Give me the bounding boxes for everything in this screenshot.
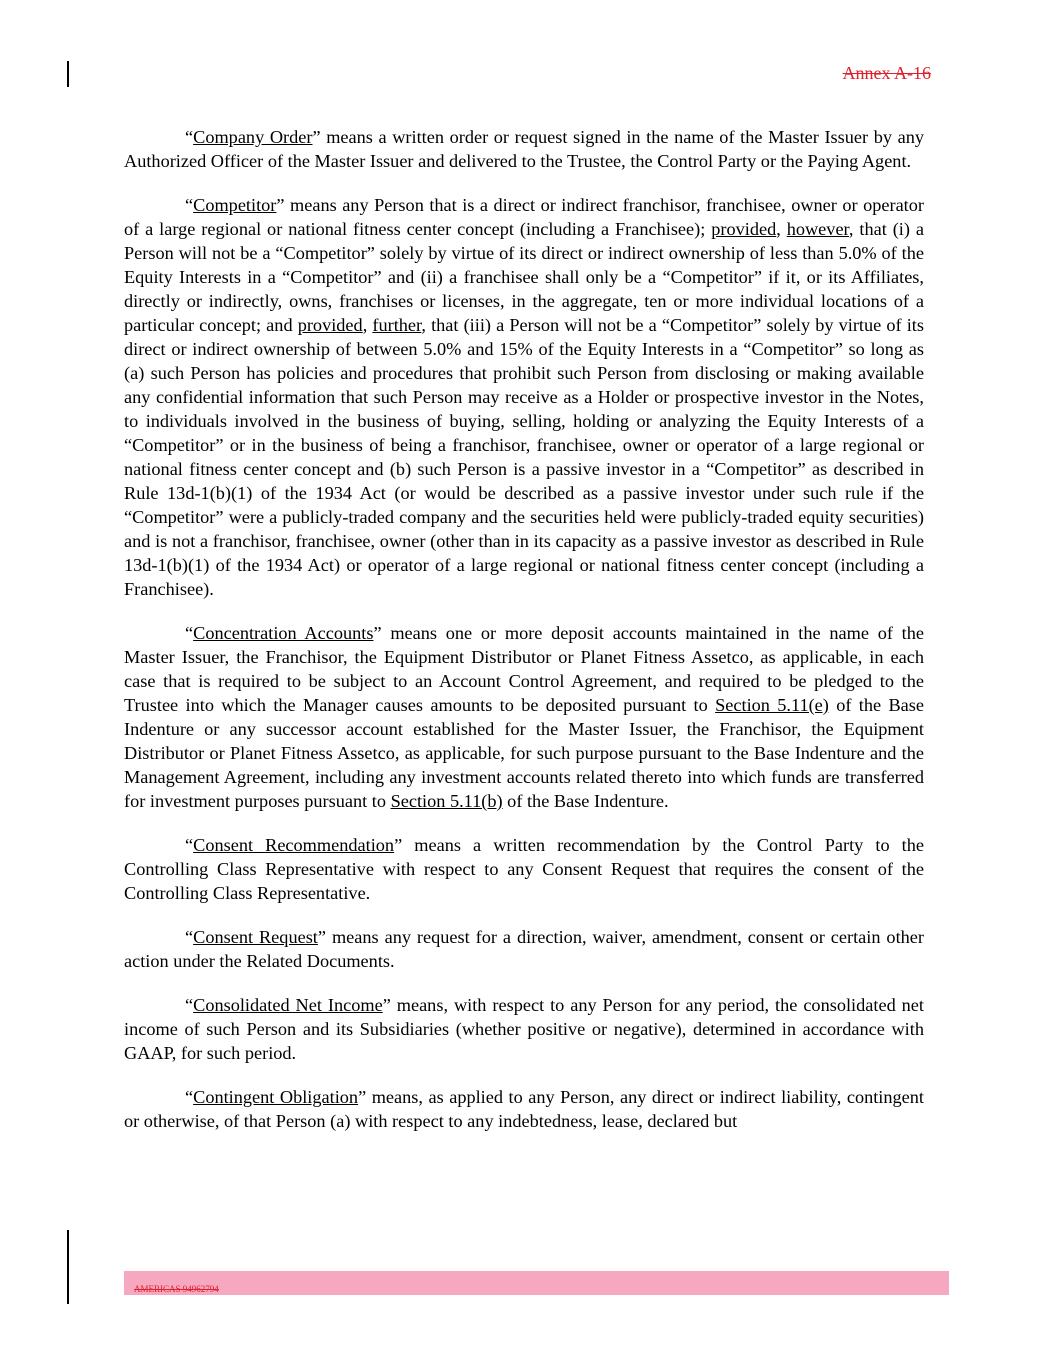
annex-label: Annex A-16 [842,63,931,83]
proviso-term: further [372,315,422,335]
definition-text: , that (iii) a Person will not be a “Competitor” solely by virtue of its direct or indirect ownership of between 5.0% and 15% of the Equity Interests in a “Competitor” so long as (a) such Person has policies and procedures that prohibit such Person from disclosing or making available any confidential information that such Person may receive as a Holder or prospective investor in the Notes, to individuals involved in the business of buying, selling, holding or analyzing the Equity Interests of a “Competitor” or in the business of being a franchisor, franchisee, owner or operator of a large regional or national fitness center concept and (b) such Person is a passive investor in a “Competitor” as described in Rule 13d-1(b)(1) of the 1934 Act (or would be described as a passive investor under such rule if the “Competitor” were a publicly-traded company and the securities held were publicly-traded equity securities) and is not a franchisor, franchisee, owner (other than in its capacity as a passive investor as described in Rule 13d-1(b)(1) of the 1934 Act) or operator of a large regional or national fitness center concept (including a Franchisee). [124,315,924,599]
footer-doc-code: AMERICAS 94962794 [134,1284,219,1294]
proviso-term: provided [711,219,777,239]
defined-term: Consent Recommendation [193,835,395,855]
defined-term: Company Order [193,127,313,147]
proviso-term: however [786,219,849,239]
defined-term: Contingent Obligation [193,1087,359,1107]
defined-term: Consent Request [193,927,318,947]
defined-term: Competitor [193,195,277,215]
proviso-term: provided [297,315,363,335]
change-bar-top [67,61,69,87]
defined-term: Consolidated Net Income [193,995,383,1015]
definition-text: ” means, as applied to any Person, any direct or indirect liability, contingent or otherwise, of that Person (a) with respect to any indebtedness, lease, declared but [124,1087,924,1131]
definition-text: , that (i) a Person will not be a “Competitor” solely by virtue of its direct or indirect ownership of less than 5.0% of the Equity Interests in a “Competitor” and (ii) a franchisee shall only be a “Competitor” if it, or its Affiliates, directly or indirectly, owns, franchises or licenses, in the aggregate, ten or more individual locations of a particular concept; and [124,219,924,335]
definition-text: of the Base Indenture or any successor account established for the Master Issuer, the Franchisor, the Equipment Distributor or Planet Fitness Assetco, as applicable, for such purpose pursuant to the Base Indenture and the Management Agreement, including any investment accounts related thereto into which funds are transferred for investment purposes pursuant to [124,695,925,811]
definition-text: of the Base Indenture. [502,791,669,811]
definition-competitor: “Competitor” means any Person that is a direct or indirect franchisor, franchisee, owner or operator of a large regional or national fitness center concept (including a Franchisee); provided, however, that (i) a Person will not be a “Competitor” solely by virtue of its direct or indirect ownership of less than 5.0% of the Equity Interests in a “Competitor” and (ii) a franchisee shall only be a “Competitor” if it, or its Affiliates, directly or indirectly, owns, franchises or licenses, in the aggregate, ten or more individual locations of a particular concept; and provided, further, that (iii) a Person will not be a “Competitor” solely by virtue of its direct or indirect ownership of between 5.0% and 15% of the Equity Interests in a “Competitor” so long as (a) such Person has policies and procedures that prohibit such Person from disclosing or making available any confidential information that such Person may receive as a Holder or prospective investor in the Notes, to individuals involved in the business of buying, selling, holding or analyzing the Equity Interests of a “Competitor” or in the business of being a franchisor, franchisee, owner or operator of a large regional or national fitness center concept and (b) such Person is a passive investor in a “Competitor” as described in Rule 13d-1(b)(1) of the 1934 Act (or would be described as a passive investor under such rule if the “Competitor” were a publicly-traded company and the securities held were publicly-traded equity securities) and is not a franchisor, franchisee, owner (other than in its capacity as a passive investor as described in Rule 13d-1(b)(1) of the 1934 Act) or operator of a large regional or national fitness center concept (including a Franchisee). [124,195,924,599]
section-reference: Section 5.11(b) [390,791,503,811]
definition-text: ” means any request for a direction, waiver, amendment, consent or certain other action under the Related Documents. [124,927,924,971]
definition-text: ” means a written recommendation by the Control Party to the Controlling Class Representative with respect to any Consent Request that requires the consent of the Controlling Class Representative. [124,835,924,903]
definition-text: ” means, with respect to any Person for any period, the consolidated net income of such Person and its Subsidiaries (whether positive or negative), determined in accordance with GAAP, for such period. [124,995,924,1063]
change-bar-bottom [67,1230,69,1304]
definition-text: ” means any Person that is a direct or indirect franchisor, franchisee, owner or operator of a large regional or national fitness center concept (including a Franchisee); [124,195,924,239]
document-body [124,125,924,1153]
definition-concentration-accounts: “Concentration Accounts” means one or more deposit accounts maintained in the name of the Master Issuer, the Franchisor, the Equipment Distributor or Planet Fitness Assetco, as applicable, in each case that is required to be subject to an Account Control Agreement, and required to be pledged to the Trustee into which the Manager causes amounts to be deposited pursuant to Section 5.11(e) of the Base Indenture or any successor account established for the Master Issuer, the Franchisor, the Equipment Distributor or Planet Fitness Assetco, as applicable, for such purpose pursuant to the Base Indenture and the Management Agreement, including any investment accounts related thereto into which funds are transferred for investment purposes pursuant to Section 5.11(b) of the Base Indenture. [124,623,925,811]
definition-contingent-obligation: “Contingent Obligation” means, as applied to any Person, any direct or indirect liability, contingent or otherwise, of that Person (a) with respect to any indebtedness, lease, declared but [124,1087,924,1131]
definition-text: ” means a written order or request signed in the name of the Master Issuer by any Authorized Officer of the Master Issuer and delivered to the Trustee, the Control Party or the Paying Agent. [124,127,925,171]
definition-text: ” means one or more deposit accounts maintained in the name of the Master Issuer, the Franchisor, the Equipment Distributor or Planet Fitness Assetco, as applicable, in each case that is required to be subject to an Account Control Agreement, and required to be pledged to the Trustee into which the Manager causes amounts to be deposited pursuant to [124,623,924,715]
footer-band [124,1271,949,1295]
definition-consent-recommendation: “Consent Recommendation” means a written recommendation by the Control Party to the Controlling Class Representative with respect to any Consent Request that requires the consent of the Controlling Class Representative. [124,835,924,903]
definition-consent-request: “Consent Request” means any request for a direction, waiver, amendment, consent or certain other action under the Related Documents. [124,927,924,971]
section-reference: Section 5.11(e) [715,695,829,715]
defined-term: Concentration Accounts [193,623,374,643]
definition-consolidated-net-income: “Consolidated Net Income” means, with respect to any Person for any period, the consolidated net income of such Person and its Subsidiaries (whether positive or negative), determined in accordance with GAAP, for such period. [124,995,924,1063]
definition-company-order: “Company Order” means a written order or request signed in the name of the Master Issuer by any Authorized Officer of the Master Issuer and delivered to the Trustee, the Control Party or the Paying Agent. [124,127,925,171]
